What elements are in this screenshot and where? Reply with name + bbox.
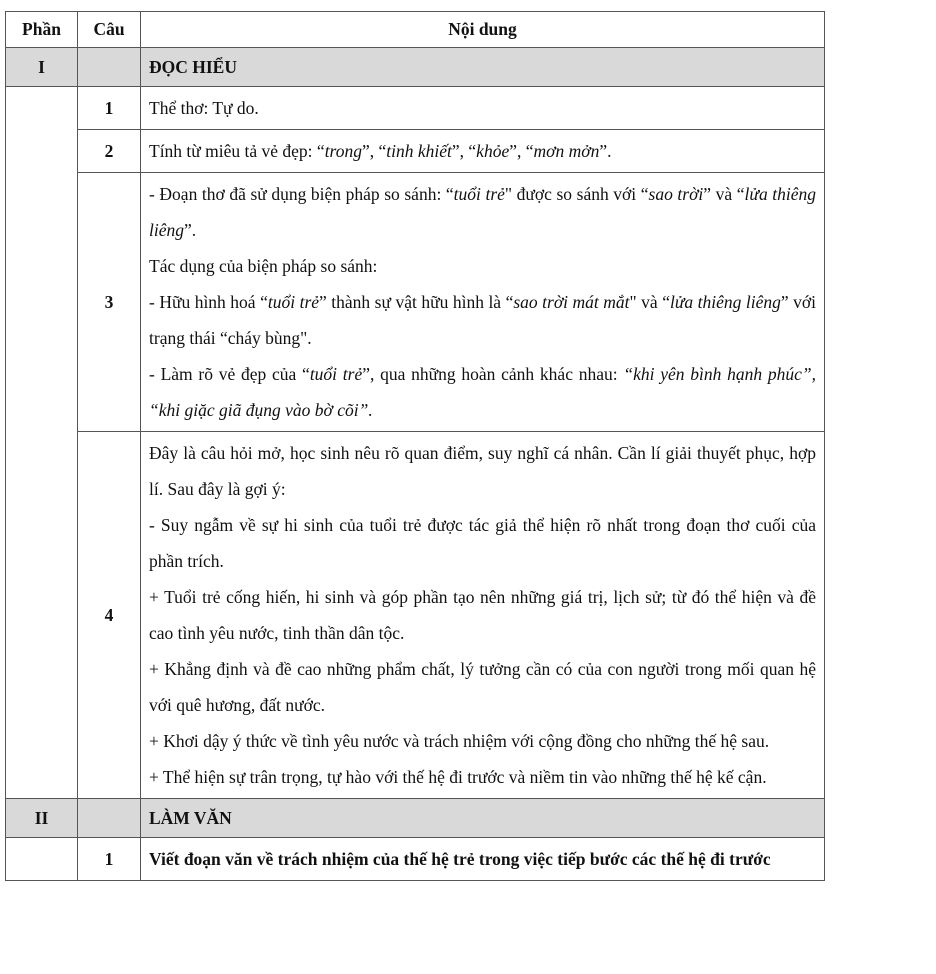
answer-table <box>5 11 825 881</box>
text-run: " được so sánh với “ <box>504 184 649 204</box>
quoted-text: tuổi trẻ <box>453 184 505 204</box>
quoted-text: sao trời <box>648 184 704 204</box>
quoted-text: tuổi trẻ <box>267 292 320 312</box>
text-run: ” và “ <box>703 184 745 204</box>
text-run: Thể thơ: Tự do. <box>149 98 259 118</box>
answer-paragraph <box>149 579 816 651</box>
quoted-text: khỏe <box>476 141 510 161</box>
text-run: Đây là câu hỏi mở, học sinh nêu rõ quan điểm, suy nghĩ cá nhân. Cần lí giải thuyết phục, hợp lí. Sau đây là gợi ý: <box>149 443 816 499</box>
text-run: Tính từ miêu tả vẻ đẹp: “ <box>149 141 325 161</box>
text-run: + Khẳng định và đề cao những phẩm chất, lý tưởng cần có của con người trong mối quan hệ với quê hương, đất nước. <box>149 659 816 715</box>
part-cell <box>6 838 78 881</box>
quoted-text: tuổi trẻ <box>309 364 363 384</box>
answer-paragraph <box>149 90 816 126</box>
header-part: Phần <box>6 12 78 48</box>
header-content: Nội dung <box>141 12 825 48</box>
text-run: ”, “ <box>509 141 534 161</box>
answer-paragraph <box>149 759 816 795</box>
table-row <box>6 838 825 881</box>
text-run: ”. <box>184 220 197 240</box>
text-run: - Suy ngẫm về sự hi sinh của tuổi trẻ được tác giả thể hiện rõ nhất trong đoạn thơ cuối của phần trích. <box>149 515 816 571</box>
text-run: ”. <box>599 141 612 161</box>
answer-content <box>141 130 825 173</box>
question-number: 1 <box>78 87 141 130</box>
text-run: + Khơi dậy ý thức về tình yêu nước và trách nhiệm với cộng đồng cho những thế hệ sau. <box>149 731 770 751</box>
text-run: - Làm rõ vẻ đẹp của “ <box>149 364 310 384</box>
text-run: Tác dụng của biện pháp so sánh: <box>149 256 378 276</box>
section-row <box>6 799 825 838</box>
section-part: II <box>6 799 78 838</box>
text-run: " và “ <box>629 292 670 312</box>
table-row <box>6 173 825 432</box>
question-number: 1 <box>78 838 141 881</box>
table-row <box>6 130 825 173</box>
answer-paragraph <box>149 356 816 428</box>
answer-content <box>141 173 825 432</box>
answer-paragraph <box>149 507 816 579</box>
answer-paragraph <box>149 284 816 356</box>
text-run: - Hữu hình hoá “ <box>149 292 268 312</box>
text-run: Viết đoạn văn về trách nhiệm của thế hệ trẻ trong việc tiếp bước các thế hệ đi trước <box>149 849 771 869</box>
section-title: LÀM VĂN <box>141 799 825 838</box>
section-title: ĐỌC HIỂU <box>141 48 825 87</box>
answer-paragraph <box>149 133 816 169</box>
text-run: - Đoạn thơ đã sử dụng biện pháp so sánh: “ <box>149 184 454 204</box>
text-run: + Thể hiện sự trân trọng, tự hào với thế hệ đi trước và niềm tin vào những thế hệ kế cận. <box>149 767 767 787</box>
section-row <box>6 48 825 87</box>
question-number: 4 <box>78 432 141 799</box>
answer-paragraph <box>149 248 816 284</box>
quoted-text: lửa thiêng liêng <box>149 184 817 240</box>
question-number: 2 <box>78 130 141 173</box>
answer-content <box>141 87 825 130</box>
table-header-row <box>6 12 825 48</box>
quoted-text: mơn mởn <box>533 141 600 161</box>
text-run: ”, “ <box>451 141 477 161</box>
section-question-empty <box>78 799 141 838</box>
table-row <box>6 87 825 130</box>
text-run: ” với trạng thái “cháy bùng". <box>149 292 816 348</box>
table-body <box>6 48 825 881</box>
quoted-text: trong <box>324 141 362 161</box>
question-number: 3 <box>78 173 141 432</box>
answer-content <box>141 838 825 881</box>
text-run: ”, qua những hoàn cảnh khác nhau: <box>362 364 624 384</box>
quoted-text: lửa thiêng liêng <box>669 292 781 312</box>
quoted-text: tinh khiết <box>386 141 452 161</box>
answer-paragraph <box>149 723 816 759</box>
answer-paragraph <box>149 435 816 507</box>
quoted-text: sao trời mát mắt <box>513 292 630 312</box>
answer-content <box>141 432 825 799</box>
text-run: + Tuổi trẻ cống hiến, hi sinh và góp phần tạo nên những giá trị, lịch sử; từ đó thể hiện và đề cao tình yêu nước, tinh thần dân tộc. <box>149 587 816 643</box>
section-question-empty <box>78 48 141 87</box>
header-question: Câu <box>78 12 141 48</box>
quoted-text: “khi yên bình hạnh phúc”, “khi giặc giã đụng vào bờ cõi”. <box>149 364 816 420</box>
answer-paragraph <box>149 651 816 723</box>
section-part: I <box>6 48 78 87</box>
answer-paragraph <box>149 841 816 877</box>
text-run: ”, “ <box>361 141 387 161</box>
answer-paragraph <box>149 176 816 248</box>
text-run: ” thành sự vật hữu hình là “ <box>319 292 514 312</box>
table-row <box>6 432 825 799</box>
part-cell <box>6 87 78 799</box>
